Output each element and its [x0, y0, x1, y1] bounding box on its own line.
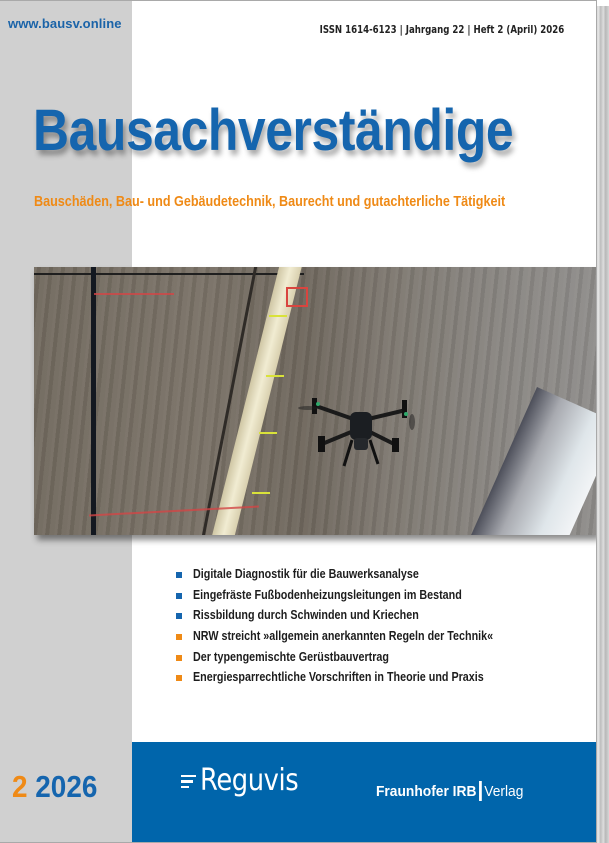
fraunhofer-name: Fraunhofer IRB — [376, 782, 477, 800]
square-bullet-icon — [176, 572, 182, 578]
issue-year: 2026 — [35, 769, 98, 804]
contents-item: Der typengemischte Gerüstbauvertrag — [176, 650, 542, 671]
contents-item: NRW streicht »allgemein anerkannten Regeln der Technik« — [176, 629, 542, 650]
verlag-label: Verlag — [484, 782, 524, 800]
pipe — [91, 267, 96, 535]
bridge-beam — [207, 267, 306, 535]
issue-number — [12, 769, 97, 805]
drone-icon — [294, 392, 424, 472]
contents-item: Rissbildung durch Schwinden und Kriechen — [176, 608, 542, 629]
stacked-page-edges — [595, 6, 609, 843]
square-bullet-icon — [176, 593, 182, 599]
square-bullet-icon — [176, 675, 182, 681]
contents-list — [176, 567, 542, 691]
contents-item: Eingefräste Fußbodenheizungsleitungen im Bestand — [176, 588, 542, 609]
reguvis-lines-icon — [181, 775, 196, 789]
reguvis-logo — [181, 763, 314, 798]
contents-item: Energiesparrechtliche Vorschriften in Theorie und Praxis — [176, 670, 542, 691]
reguvis-name: Reguvis — [200, 763, 299, 798]
website-link[interactable]: www.bausv.online — [8, 16, 122, 31]
contents-item: Digitale Diagnostik für die Bauwerksanalyse — [176, 567, 542, 588]
divider — [479, 781, 481, 801]
cover-photo — [34, 267, 597, 535]
issue-num: 2 — [12, 769, 28, 804]
square-bullet-icon — [176, 634, 182, 640]
bridge-edge — [448, 387, 597, 535]
magazine-subtitle: Bauschäden, Bau- und Gebäudetechnik, Baurecht und gutachterliche Tätigkeit — [34, 193, 506, 210]
issn-info: ISSN 1614-6123 | Jahrgang 22 | Heft 2 (April) 2026 — [319, 24, 564, 36]
yellow-marking — [252, 492, 270, 494]
yellow-marking — [269, 315, 287, 317]
cable — [34, 273, 304, 275]
magazine-title: Bausachverständige — [33, 98, 514, 163]
yellow-marking — [266, 375, 284, 377]
fraunhofer-logo — [376, 781, 523, 801]
yellow-marking — [259, 432, 277, 434]
red-marking — [94, 293, 174, 295]
square-bullet-icon — [176, 655, 182, 661]
square-bullet-icon — [176, 613, 182, 619]
red-marking — [286, 287, 308, 307]
